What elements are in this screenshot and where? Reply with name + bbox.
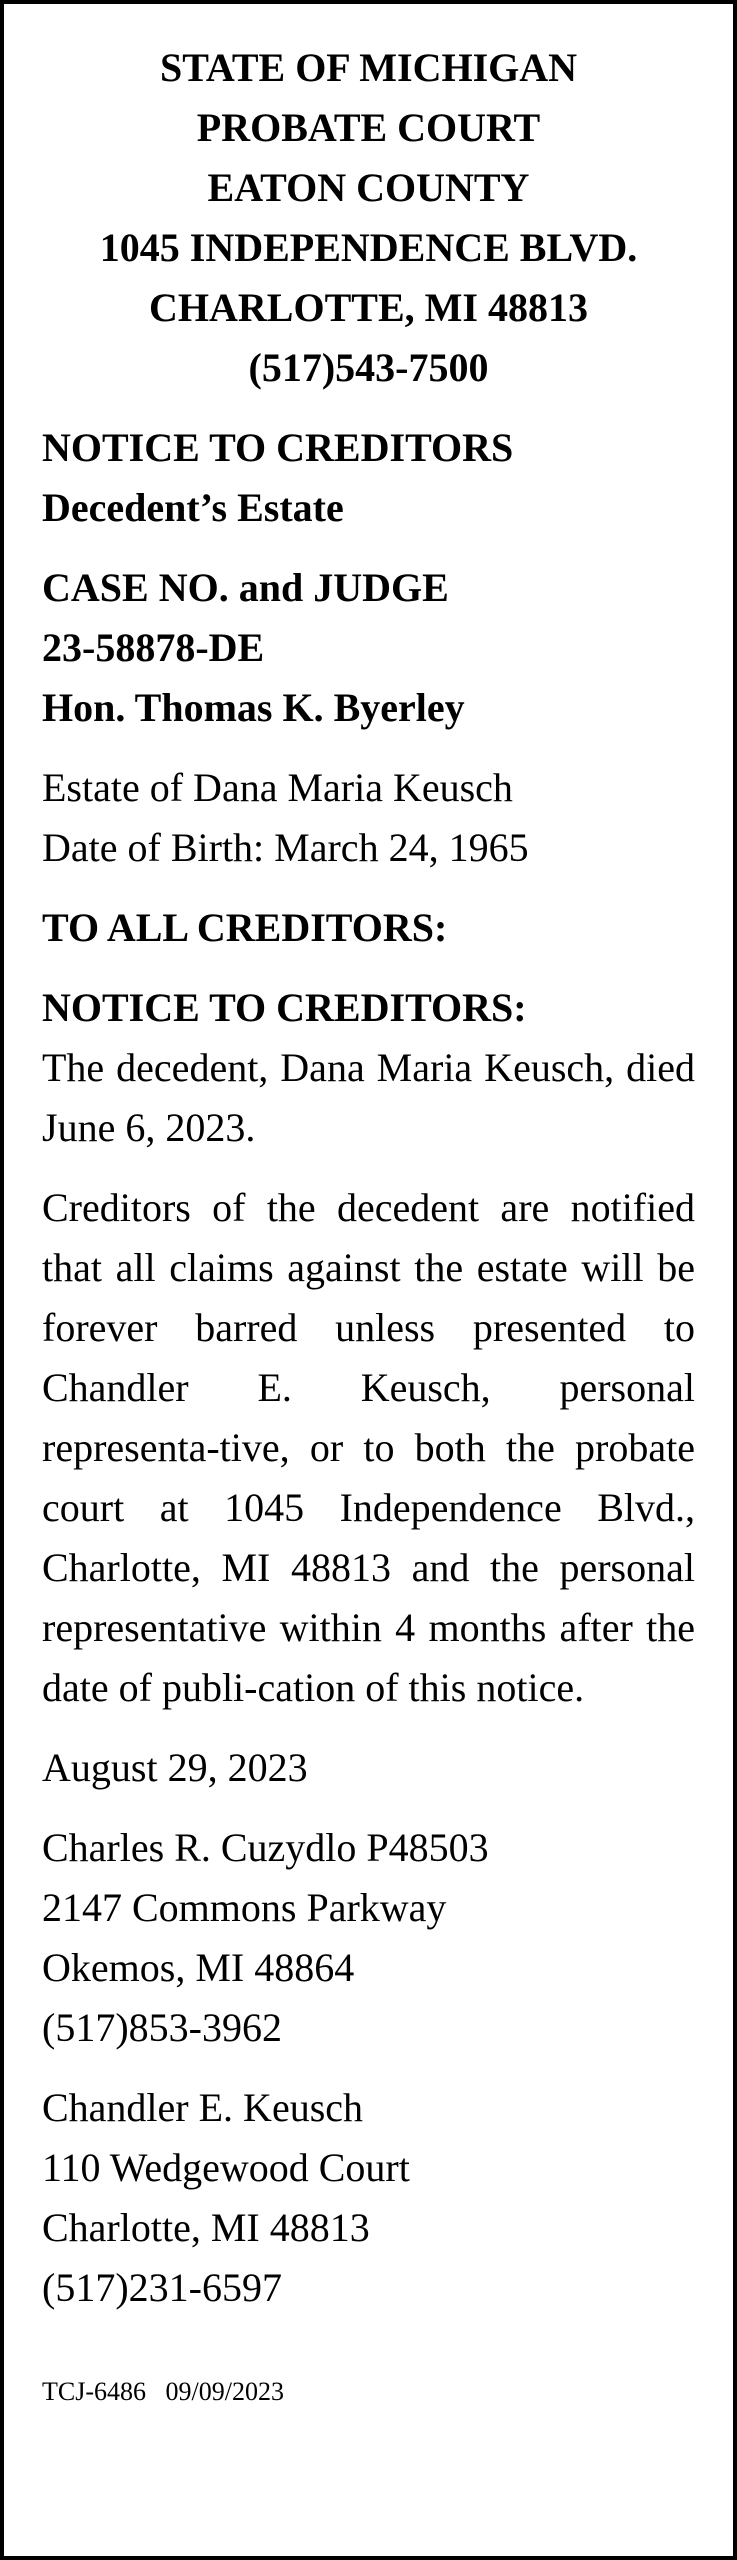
court-state: STATE OF MICHIGAN	[159, 45, 578, 90]
notice-title: NOTICE TO CREDITORS	[42, 425, 514, 470]
court-county: EATON COUNTY	[207, 165, 530, 210]
representative-address-1: 110 Wedgewood Court	[42, 2145, 410, 2190]
court-city: CHARLOTTE, MI 48813	[149, 285, 588, 330]
notice-heading: NOTICE TO CREDITORS:	[42, 985, 527, 1030]
representative-block	[42, 2078, 695, 2318]
footer-reference: TCJ-6486 09/09/2023	[42, 2377, 284, 2406]
estate-dob: Date of Birth: March 24, 1965	[42, 825, 529, 870]
court-header	[42, 38, 695, 398]
notice-date: August 29, 2023	[42, 1745, 308, 1790]
court-phone: (517)543-7500	[248, 345, 489, 390]
notice-paragraph-2: Creditors of the decedent are notified that all claims against the estate will be forever barred unless presented to Chandler E. Keusch, personal representa-tive, or to both the probate court at 1045 Independence Blvd., Charlotte, MI 48813 and the personal representative within 4 months after the date of publi-cation of this notice.	[42, 1185, 695, 1710]
judge-name: Hon. Thomas K. Byerley	[42, 685, 465, 730]
attorney-block	[42, 1818, 695, 2058]
notice-subtitle: Decedent’s Estate	[42, 485, 344, 530]
case-number: 23-58878-DE	[42, 625, 265, 670]
to-all-creditors: TO ALL CREDITORS:	[42, 905, 448, 950]
representative-phone: (517)231-6597	[42, 2265, 282, 2310]
notice-paragraph-1: The decedent, Dana Maria Keusch, died June 6, 2023.	[42, 1045, 695, 1150]
case-heading: CASE NO. and JUDGE	[42, 565, 449, 610]
representative-name: Chandler E. Keusch	[42, 2085, 364, 2130]
court-name: PROBATE COURT	[196, 105, 541, 150]
attorney-address-1: 2147 Commons Parkway	[42, 1885, 447, 1930]
attorney-name: Charles R. Cuzydlo P48503	[42, 1825, 489, 1870]
court-street: 1045 INDEPENDENCE BLVD.	[99, 225, 638, 270]
attorney-phone: (517)853-3962	[42, 2005, 282, 2050]
representative-address-2: Charlotte, MI 48813	[42, 2205, 370, 2250]
attorney-address-2: Okemos, MI 48864	[42, 1945, 355, 1990]
estate-name: Estate of Dana Maria Keusch	[42, 765, 513, 810]
